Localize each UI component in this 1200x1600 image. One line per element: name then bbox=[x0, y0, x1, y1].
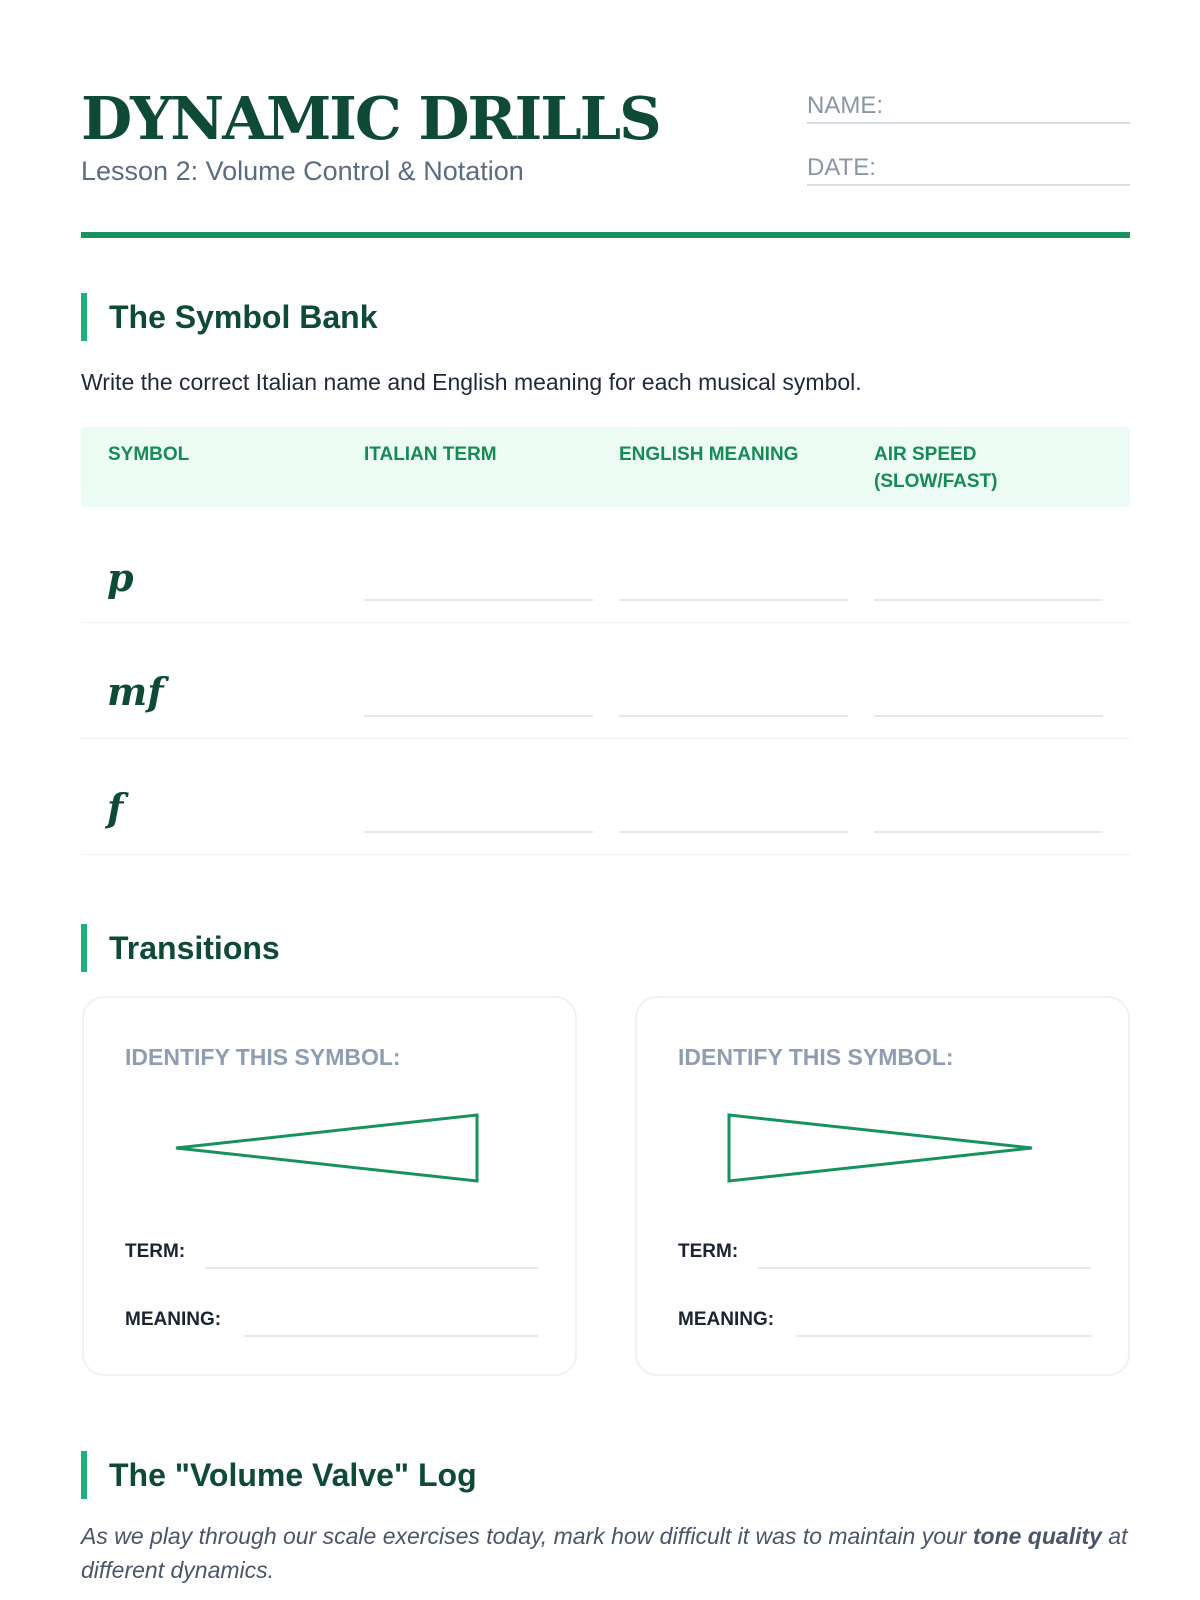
english-meaning-blank[interactable] bbox=[619, 831, 848, 833]
worksheet-title: DYNAMIC DRILLS bbox=[81, 84, 660, 153]
meaning-answer-line[interactable] bbox=[244, 1335, 538, 1337]
italian-term-blank[interactable] bbox=[364, 831, 593, 833]
dynamic-symbol: f bbox=[107, 785, 124, 830]
transition-card-2 bbox=[635, 996, 1130, 1376]
section-accent-bar bbox=[81, 924, 87, 972]
date-field[interactable] bbox=[807, 152, 1130, 186]
column-header-air-speed: AIR SPEED (SLOW/FAST) bbox=[874, 444, 998, 492]
transitions-heading bbox=[81, 924, 881, 972]
meaning-label: MEANING: bbox=[125, 1309, 222, 1330]
section-accent-bar bbox=[81, 293, 87, 341]
column-header-english-meaning: ENGLISH MEANING bbox=[619, 444, 799, 465]
worksheet-header bbox=[81, 84, 1130, 234]
air-speed-blank[interactable] bbox=[874, 831, 1103, 833]
name-label: NAME: bbox=[807, 92, 884, 119]
intro-text: As we play through our scale exercises today, mark how difficult it was to maintain your bbox=[81, 1523, 973, 1549]
italian-term-blank[interactable] bbox=[364, 715, 593, 717]
table-row bbox=[81, 739, 1130, 855]
column-header-symbol: SYMBOL bbox=[108, 444, 190, 465]
identify-symbol-label: IDENTIFY THIS SYMBOL: bbox=[678, 1044, 954, 1070]
crescendo-hairpin-icon bbox=[174, 1113, 484, 1193]
intro-emphasis: tone quality bbox=[972, 1523, 1102, 1549]
air-speed-blank[interactable] bbox=[874, 599, 1103, 601]
name-field[interactable] bbox=[807, 90, 1130, 124]
symbol-bank-instructions: Write the correct Italian name and English meaning for each musical symbol. bbox=[81, 369, 862, 395]
dynamic-symbol: p bbox=[107, 555, 134, 600]
symbol-table-header bbox=[81, 427, 1130, 507]
term-label: TERM: bbox=[125, 1241, 186, 1262]
italian-term-blank[interactable] bbox=[364, 599, 593, 601]
section-title: The "Volume Valve" Log bbox=[109, 1457, 477, 1493]
section-accent-bar bbox=[81, 1451, 87, 1499]
date-label: DATE: bbox=[807, 154, 876, 181]
volume-log-intro bbox=[81, 1519, 1130, 1587]
term-answer-line[interactable] bbox=[205, 1267, 538, 1269]
identify-symbol-label: IDENTIFY THIS SYMBOL: bbox=[125, 1044, 401, 1070]
worksheet-page bbox=[81, 0, 1130, 1600]
volume-log-heading bbox=[81, 1451, 881, 1499]
table-row bbox=[81, 623, 1130, 739]
decrescendo-hairpin-icon bbox=[727, 1113, 1037, 1193]
table-row bbox=[81, 507, 1130, 623]
section-title: Transitions bbox=[109, 930, 280, 966]
english-meaning-blank[interactable] bbox=[619, 715, 848, 717]
header-divider bbox=[81, 232, 1130, 238]
dynamic-symbol: mf bbox=[107, 669, 164, 714]
term-answer-line[interactable] bbox=[758, 1267, 1091, 1269]
column-header-italian-term: ITALIAN TERM bbox=[364, 444, 497, 465]
intro-text-end: at different dynamics. bbox=[81, 1523, 1128, 1583]
term-label: TERM: bbox=[678, 1241, 739, 1262]
meaning-answer-line[interactable] bbox=[797, 1335, 1091, 1337]
symbol-bank-heading bbox=[81, 293, 881, 341]
section-title: The Symbol Bank bbox=[109, 299, 378, 335]
air-speed-blank[interactable] bbox=[874, 715, 1103, 717]
transition-card-1 bbox=[82, 996, 577, 1376]
lesson-subtitle: Lesson 2: Volume Control & Notation bbox=[81, 156, 524, 186]
english-meaning-blank[interactable] bbox=[619, 599, 848, 601]
meaning-label: MEANING: bbox=[678, 1309, 775, 1330]
